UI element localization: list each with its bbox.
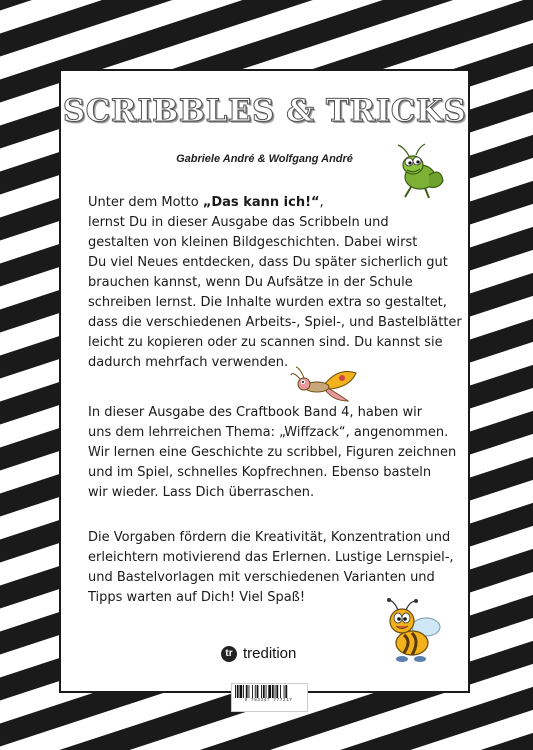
barcode-bar (235, 685, 236, 698)
barcode-bar (246, 685, 248, 698)
barcode-bar (249, 685, 250, 698)
blurb-line: dass die verschiedenen Arbeits-, Spiel-, und Bastelblätter (88, 315, 462, 330)
barcode-bars (232, 684, 307, 699)
barcode-bar (275, 685, 276, 698)
blurb-line: gestalten von kleinen Bildgeschichten. Dabei wirst (88, 235, 418, 250)
barcode-bar (268, 685, 271, 698)
publisher-logo (221, 645, 296, 662)
book-authors: Gabriele André & Wolfgang André (176, 153, 353, 165)
book-title: SCRIBBLES & TRICKS (62, 93, 467, 129)
barcode-bar (284, 685, 285, 698)
barcode-bar (272, 685, 274, 698)
blurb-line: dadurch mehrfach verwenden. (88, 355, 289, 370)
butterfly-icon (290, 365, 360, 405)
blurb-line: leicht zu kopieren oder zu scannen sind. Du kannst sie (88, 335, 443, 350)
blurb-line: wir wieder. Lass Dich überraschen. (88, 485, 315, 500)
barcode-bar (257, 685, 259, 698)
blurb-line: und Bastelvorlagen mit verschiedenen Varianten und (88, 570, 435, 585)
blurb-paragraph-1 (88, 193, 462, 373)
barcode-bar (261, 685, 262, 698)
blurb-line: In dieser Ausgabe des Craftbook Band 4, haben wir (88, 405, 423, 420)
blurb-line: Du viel Neues entdecken, dass Du später sicherlich gut (88, 255, 448, 270)
motto-intro: Unter dem Motto (88, 195, 203, 210)
blurb-line: Wir lernen eine Geschichte zu scribbel, Figuren zeichnen (88, 445, 457, 460)
blurb-line: uns dem lehrreichen Thema: „Wiffzack“, angenommen. (88, 425, 449, 440)
blurb-line: schreiben lernst. Die Inhalte wurden extra so gestaltet, (88, 295, 447, 310)
bee-icon (374, 597, 448, 665)
barcode-bar (280, 685, 281, 698)
blurb-line: lernst Du in dieser Ausgabe das Scribbeln und (88, 215, 389, 230)
blurb-motto-line (88, 193, 458, 213)
barcode-bar (266, 685, 267, 698)
motto-comma: , (319, 195, 324, 210)
publisher-name: tredition (243, 645, 297, 662)
barcode-bar (276, 685, 278, 698)
blurb-paragraph-3 (88, 528, 458, 608)
blurb-line: erleichtern motivierend das Erlernen. Lustige Lernspiel-, (88, 550, 454, 565)
barcode-bar (237, 685, 239, 698)
blurb-line: Tipps warten auf Dich! Viel Spaß! (88, 590, 306, 605)
barcode-bar (285, 685, 287, 698)
barcode-bar (240, 685, 243, 698)
blurb-line: Die Vorgaben fördern die Kreativität, Konzentration und (88, 530, 451, 545)
blurb-line: und im Spiel, schnelles Kopfrechnen. Ebenso basteln (88, 465, 432, 480)
barcode-number: 9 783347 777217 (244, 698, 293, 703)
motto-text: „Das kann ich!“ (202, 195, 320, 210)
barcode-bar (252, 685, 253, 698)
blurb-paragraph-2 (88, 403, 458, 503)
barcode-bar (243, 685, 244, 698)
blurb-line: brauchen kannst, wenn Du Aufsätze in der Schule (88, 275, 413, 290)
barcode-bar (263, 685, 265, 698)
back-cover-panel (59, 69, 470, 693)
tredition-logo-icon: tr (221, 646, 237, 662)
barcode-bar (255, 685, 256, 698)
